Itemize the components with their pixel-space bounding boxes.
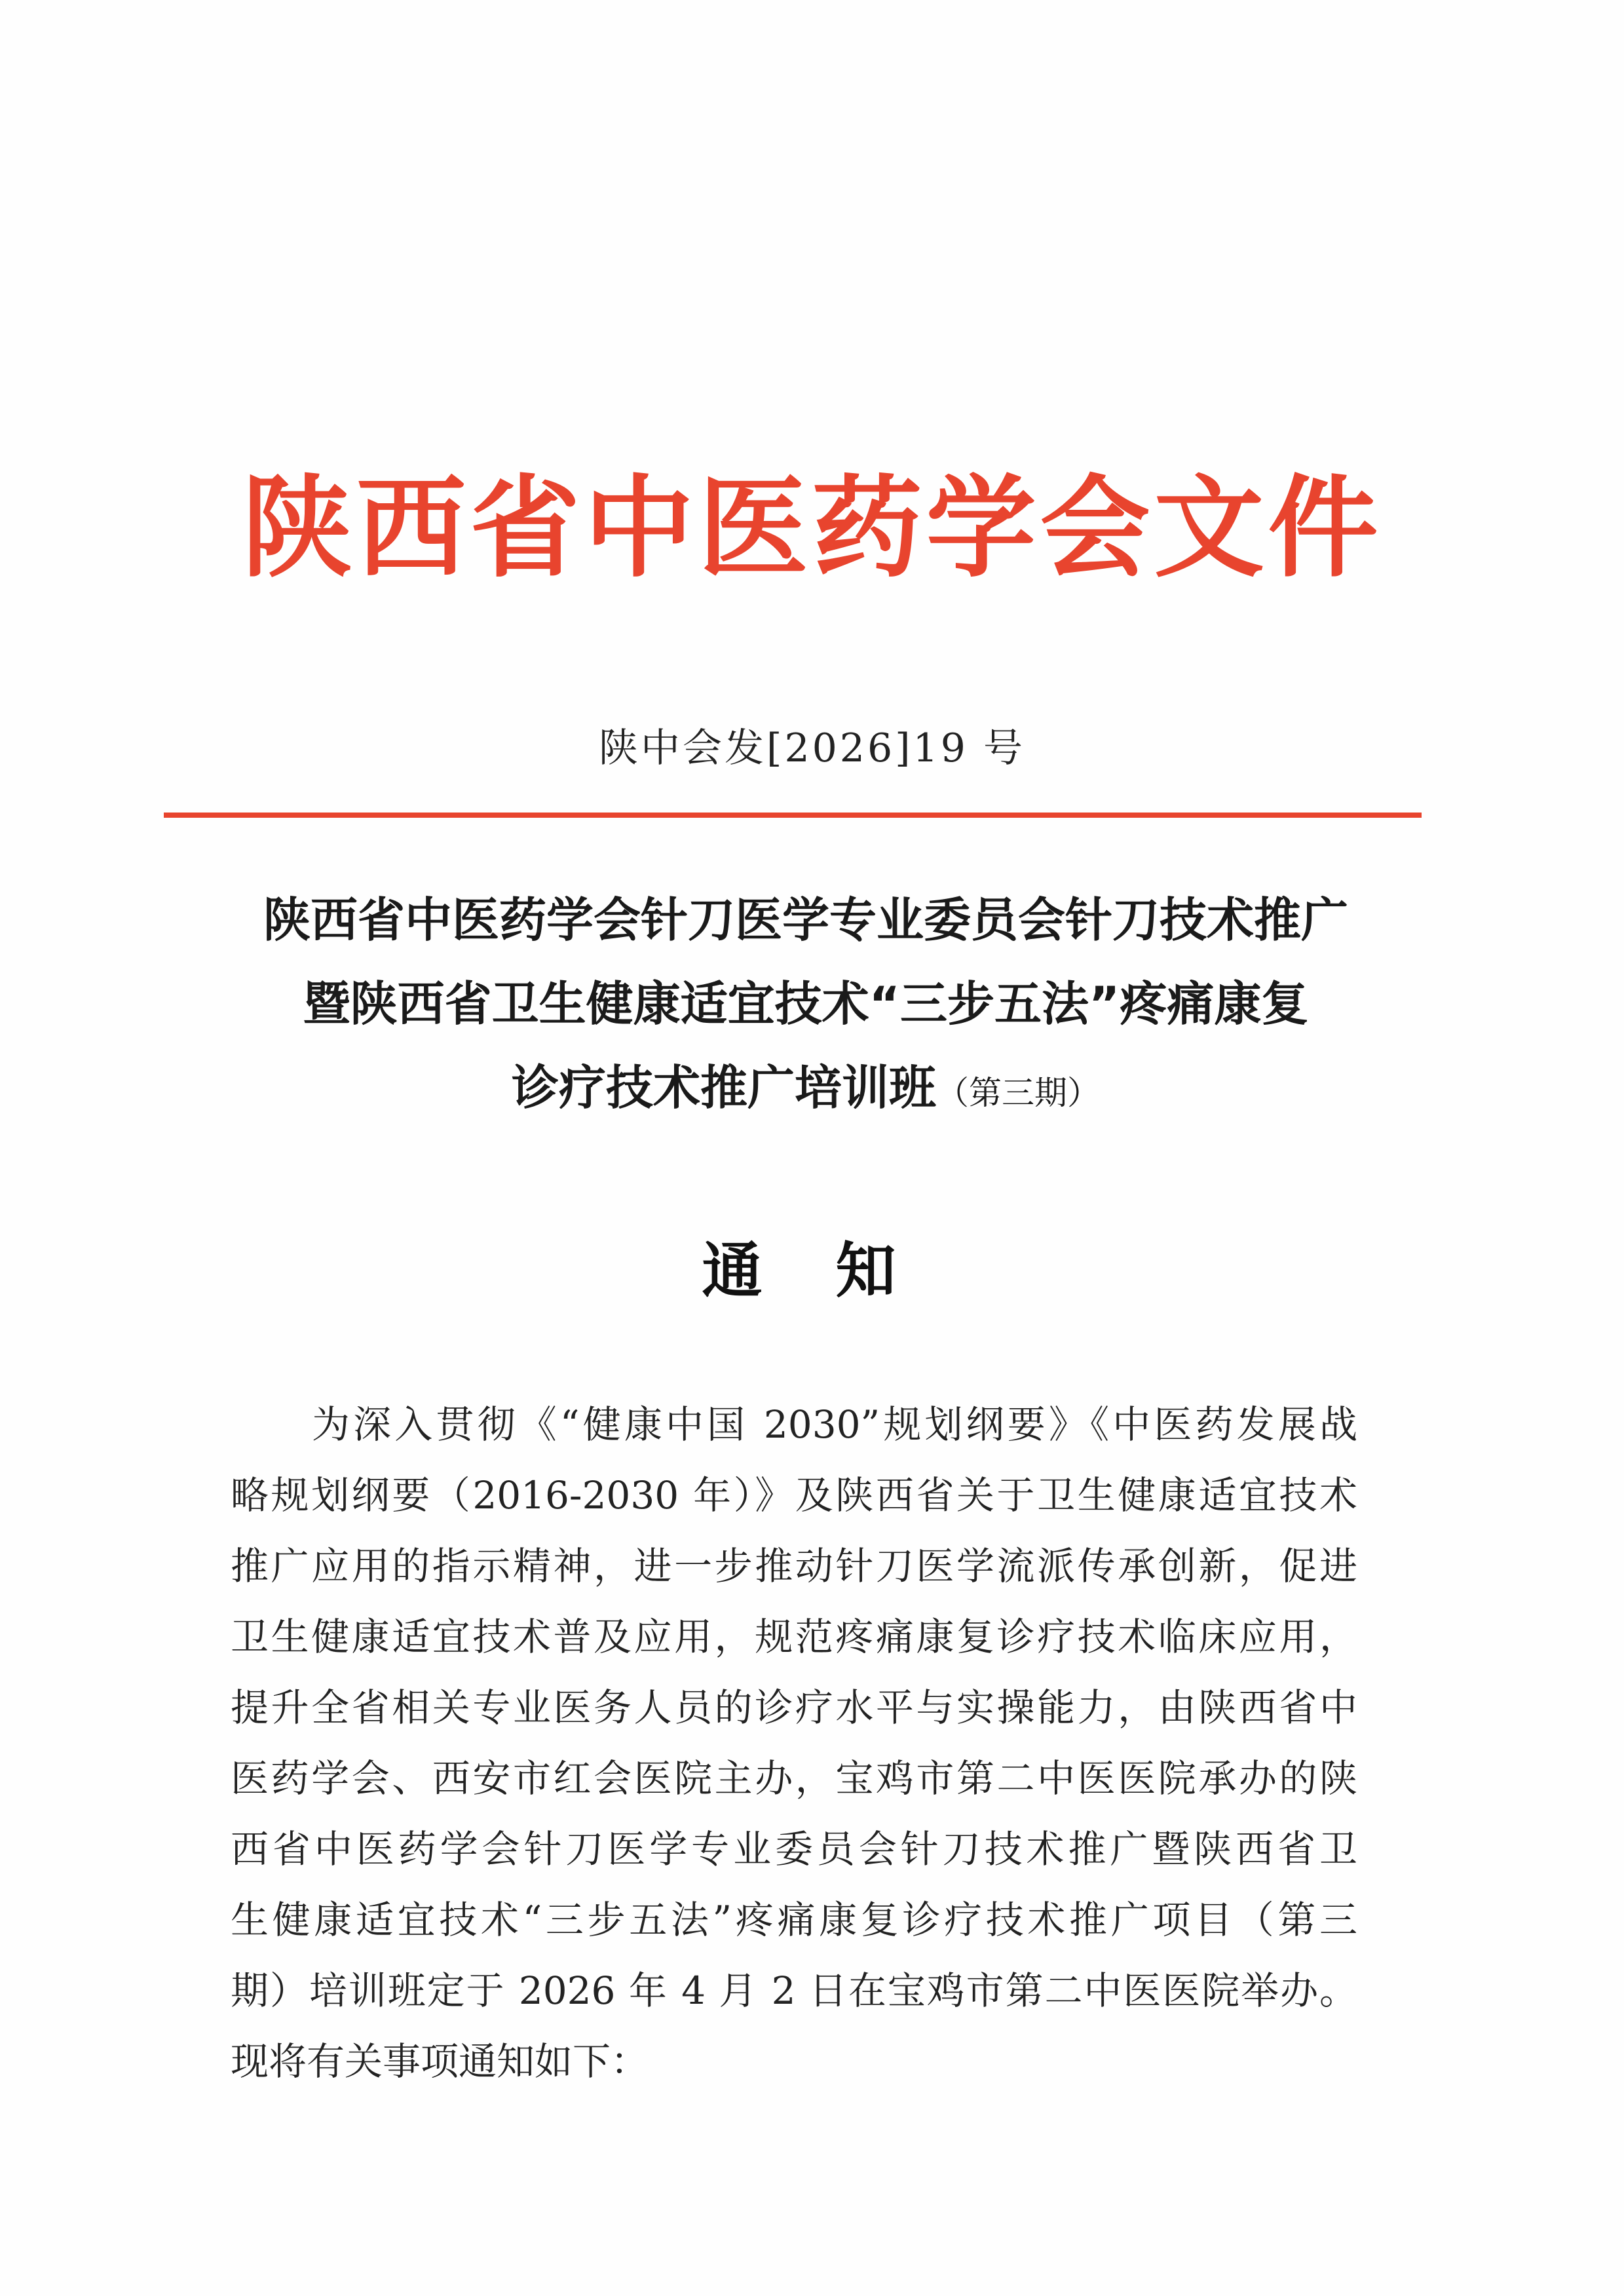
subject-suffix: （第三期） — [936, 1074, 1100, 1112]
body-line-9: 期）培训班定于 2026 年 4 月 2 日在宝鸡市第二中医医院举办。 — [231, 1968, 1357, 2013]
subject-line-3-text: 诊疗技术推广培训班 — [511, 1060, 936, 1115]
subject-line-1: 陕西省中医药学会针刀医学专业委员会针刀技术推广 — [263, 892, 1348, 947]
subject-line-2: 暨陕西省卫生健康适宜技术“三步五法”疼痛康复 — [303, 976, 1309, 1031]
body-line-10: 现将有关事项通知如下： — [231, 2039, 649, 2084]
body-line-6: 医药学会、西安市红会医院主办，宝鸡市第二中医医院承办的陕 — [231, 1756, 1357, 1801]
document-number: 陕中会发[2026]19 号 — [599, 725, 1025, 771]
body-line-8: 生健康适宜技术“三步五法”疼痛康复诊疗技术推广项目（第三 — [231, 1898, 1357, 1942]
body-line-4: 卫生健康适宜技术普及应用，规范疼痛康复诊疗技术临床应用， — [231, 1615, 1357, 1659]
body-line-7: 西省中医药学会针刀医学专业委员会针刀技术推广暨陕西省卫 — [231, 1827, 1357, 1871]
document-subject — [131, 878, 1481, 1135]
notice-heading: 通 知 — [702, 1236, 922, 1306]
body-line-2: 略规划纲要（2016-2030 年）》及陕西省关于卫生健康适宜技术 — [231, 1473, 1357, 1518]
body-line-5: 提升全省相关专业医务人员的诊疗水平与实操能力，由陕西省中 — [231, 1685, 1357, 1730]
red-divider-line — [164, 813, 1422, 818]
body-line-3: 推广应用的指示精神，进一步推动针刀医学流派传承创新，促进 — [231, 1544, 1357, 1588]
body-line-1: 为深入贯彻《“健康中国 2030”规划纲要》《中医药发展战 — [312, 1402, 1357, 1447]
subject-line-3 — [131, 1046, 1481, 1135]
body-paragraph — [231, 1389, 1357, 2097]
document-header-title: 陕西省中医药学会文件 — [242, 463, 1382, 592]
